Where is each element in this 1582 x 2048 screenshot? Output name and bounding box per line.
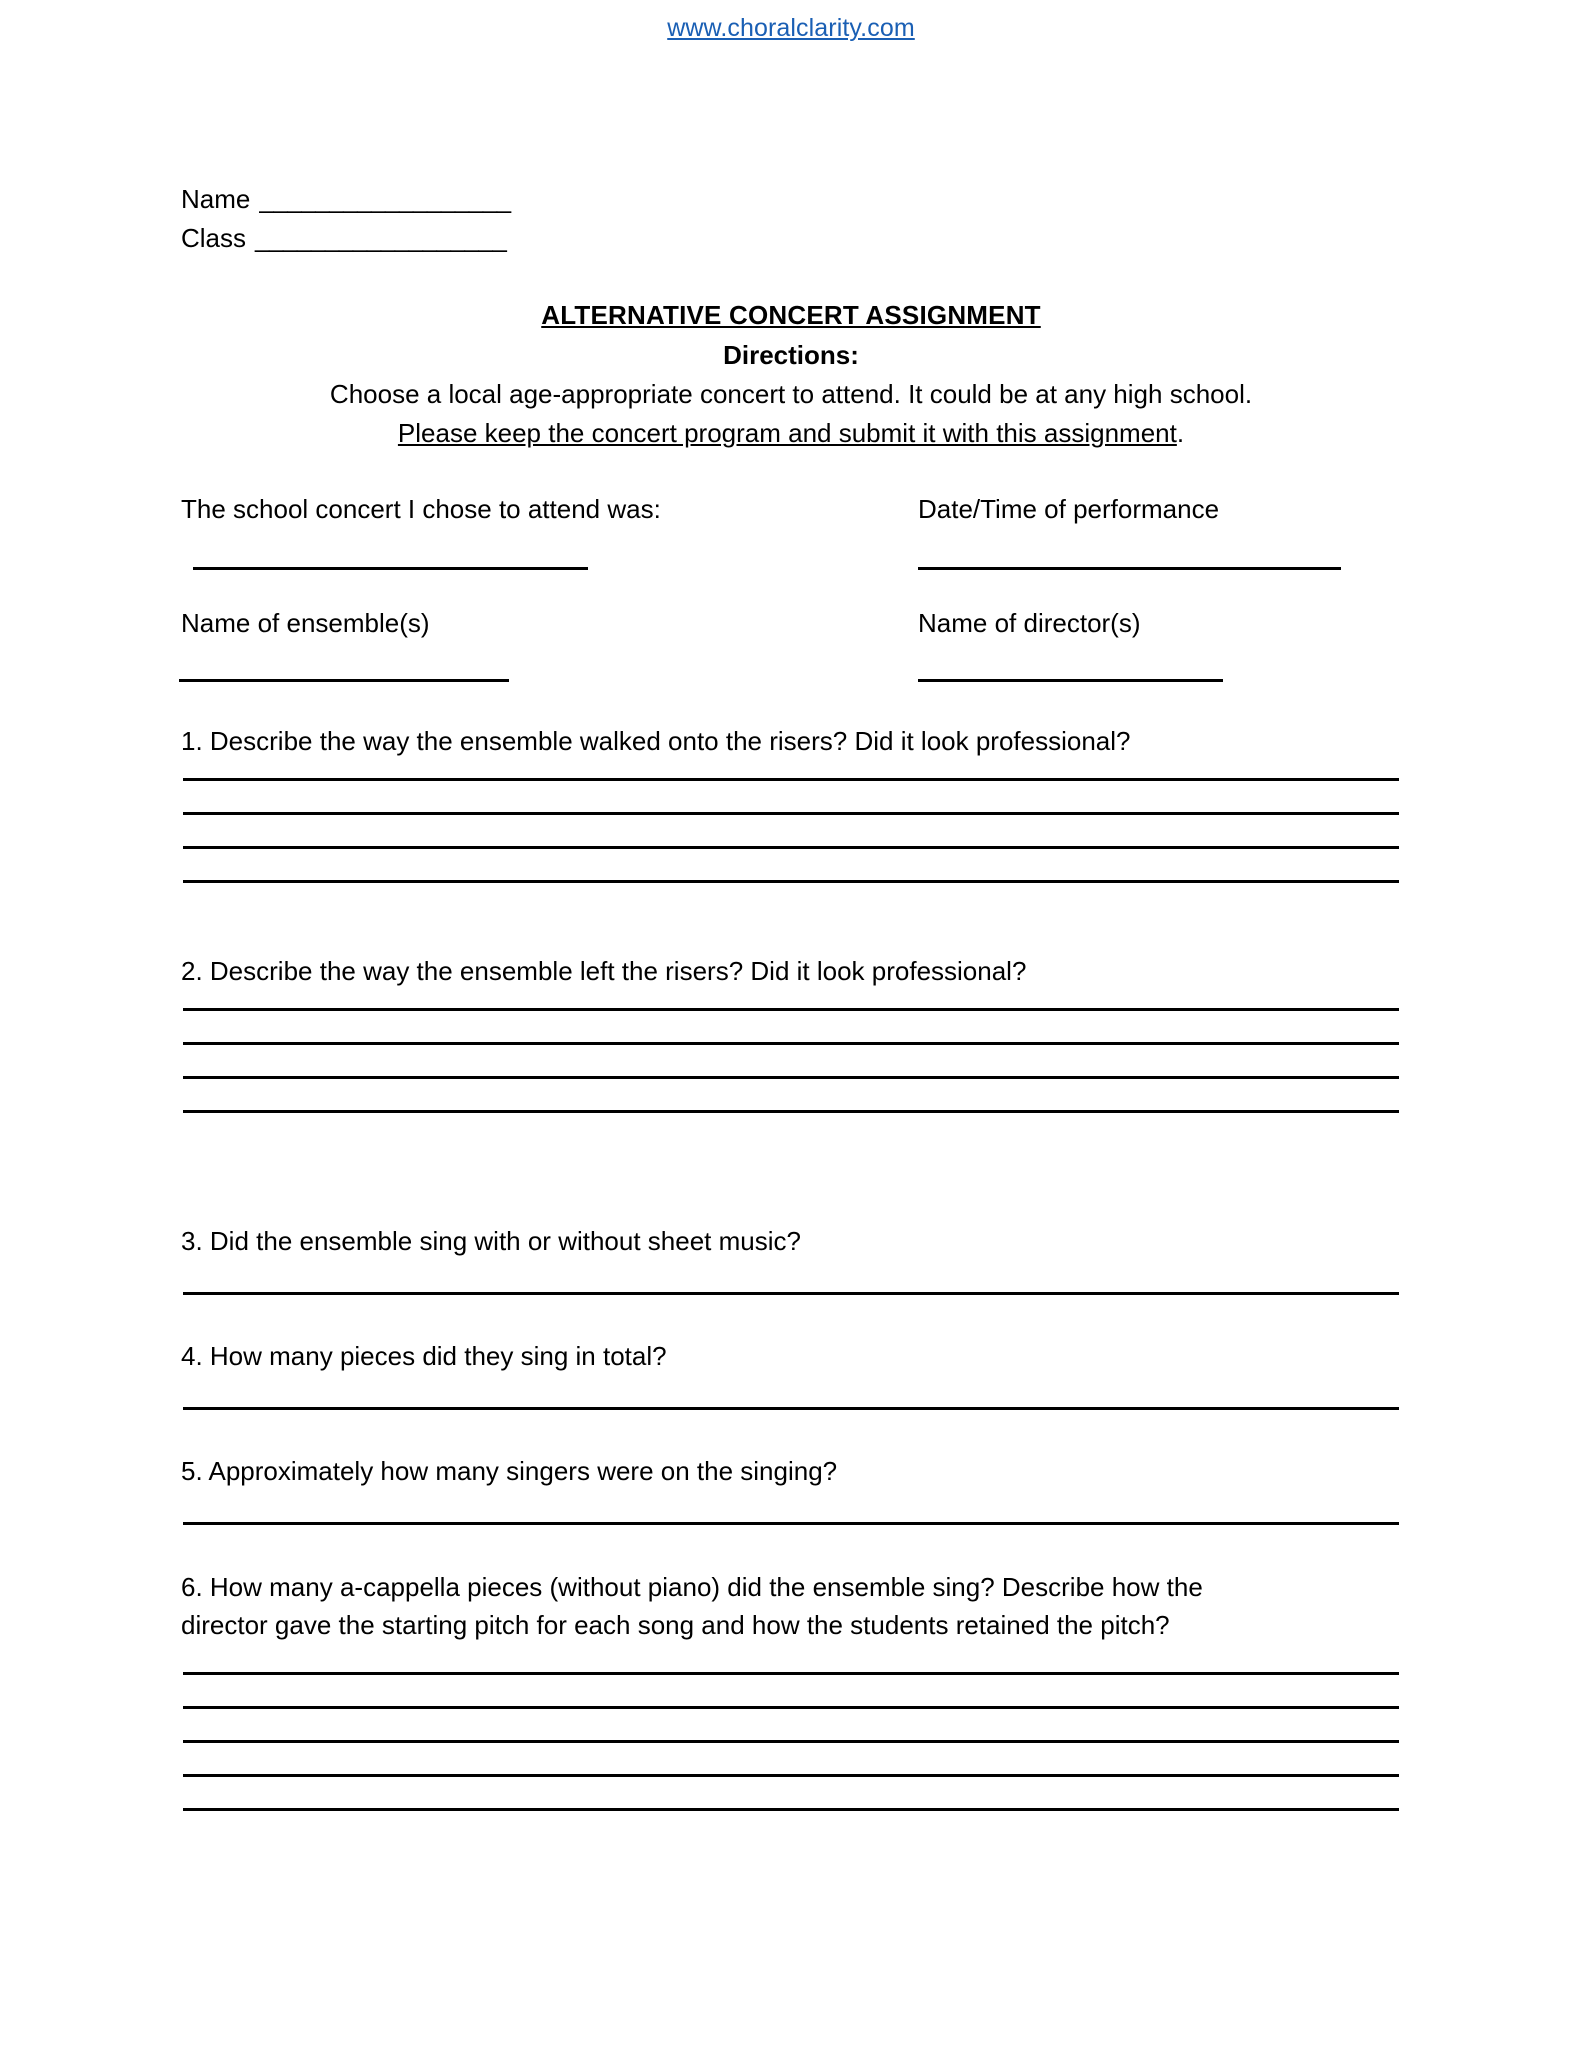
directions-heading: Directions: (723, 340, 859, 370)
student-identity-block (181, 180, 511, 258)
director-name-field (918, 608, 1223, 682)
director-name-rule[interactable] (918, 679, 1223, 682)
class-field-row (181, 219, 511, 258)
site-url-link[interactable]: www.choralclarity.com (667, 14, 915, 42)
class-field-blank[interactable]: __________________ (255, 223, 507, 253)
answer-line[interactable] (183, 1292, 1399, 1295)
director-name-label: Name of director(s) (918, 608, 1141, 638)
answer-line[interactable] (183, 880, 1399, 883)
datetime-rule[interactable] (918, 567, 1341, 570)
answer-line[interactable] (183, 812, 1399, 815)
name-field-blank[interactable]: __________________ (259, 184, 511, 214)
question-2-answer-lines (183, 1008, 1399, 1144)
class-field-label: Class (181, 223, 247, 253)
answer-line[interactable] (183, 1042, 1399, 1045)
question-3-answer-lines (183, 1292, 1399, 1326)
ensemble-name-label: Name of ensemble(s) (181, 608, 430, 638)
answer-line[interactable] (183, 778, 1399, 781)
answer-line[interactable] (183, 1808, 1399, 1811)
answer-line[interactable] (183, 846, 1399, 849)
answer-line[interactable] (183, 1774, 1399, 1777)
question-5-answer-lines (183, 1522, 1399, 1556)
answer-line[interactable] (183, 1110, 1399, 1113)
question-1-answer-lines (183, 778, 1399, 914)
datetime-label: Date/Time of performance (918, 494, 1220, 524)
answer-line[interactable] (183, 1407, 1399, 1410)
directions-line-1: Choose a local age-appropriate concert to attend. It could be at any high school. (329, 379, 1253, 409)
page-title: ALTERNATIVE CONCERT ASSIGNMENT (541, 300, 1041, 330)
question-6-line-1: 6. How many a-cappella pieces (without piano) did the ensemble sing? Describe how the (181, 1572, 1203, 1602)
concert-chosen-rule[interactable] (193, 567, 588, 570)
question-2: 2. Describe the way the ensemble left the risers? Did it look professional? (181, 956, 1027, 986)
ensemble-name-rule[interactable] (179, 679, 509, 682)
answer-line[interactable] (183, 1740, 1399, 1743)
answer-line[interactable] (183, 1076, 1399, 1079)
question-3: 3. Did the ensemble sing with or without sheet music? (181, 1226, 801, 1256)
question-1: 1. Describe the way the ensemble walked onto the risers? Did it look professional? (181, 726, 1131, 756)
name-field-label: Name (181, 184, 251, 214)
answer-line[interactable] (183, 1008, 1399, 1011)
answer-line[interactable] (183, 1672, 1399, 1675)
directions-line-2-period: . (1176, 418, 1185, 448)
answer-line[interactable] (183, 1706, 1399, 1709)
ensemble-name-field (181, 608, 509, 682)
directions-line-2-underlined: Please keep the concert program and submit it with this assignment (397, 418, 1177, 448)
datetime-field (918, 494, 1341, 570)
concert-chosen-field (181, 494, 661, 570)
question-4: 4. How many pieces did they sing in total? (181, 1341, 667, 1371)
question-5: 5. Approximately how many singers were on the singing? (181, 1456, 838, 1486)
name-field-row (181, 180, 511, 219)
question-4-answer-lines (183, 1407, 1399, 1441)
concert-chosen-label: The school concert I chose to attend was: (181, 494, 661, 524)
question-6 (181, 1568, 1401, 1644)
answer-line[interactable] (183, 1522, 1399, 1525)
question-6-answer-lines (183, 1672, 1399, 1842)
question-6-line-2: director gave the starting pitch for each song and how the students retained the pitch? (181, 1610, 1170, 1640)
directions-line-2 (0, 418, 1582, 449)
site-url-container (0, 14, 1582, 43)
